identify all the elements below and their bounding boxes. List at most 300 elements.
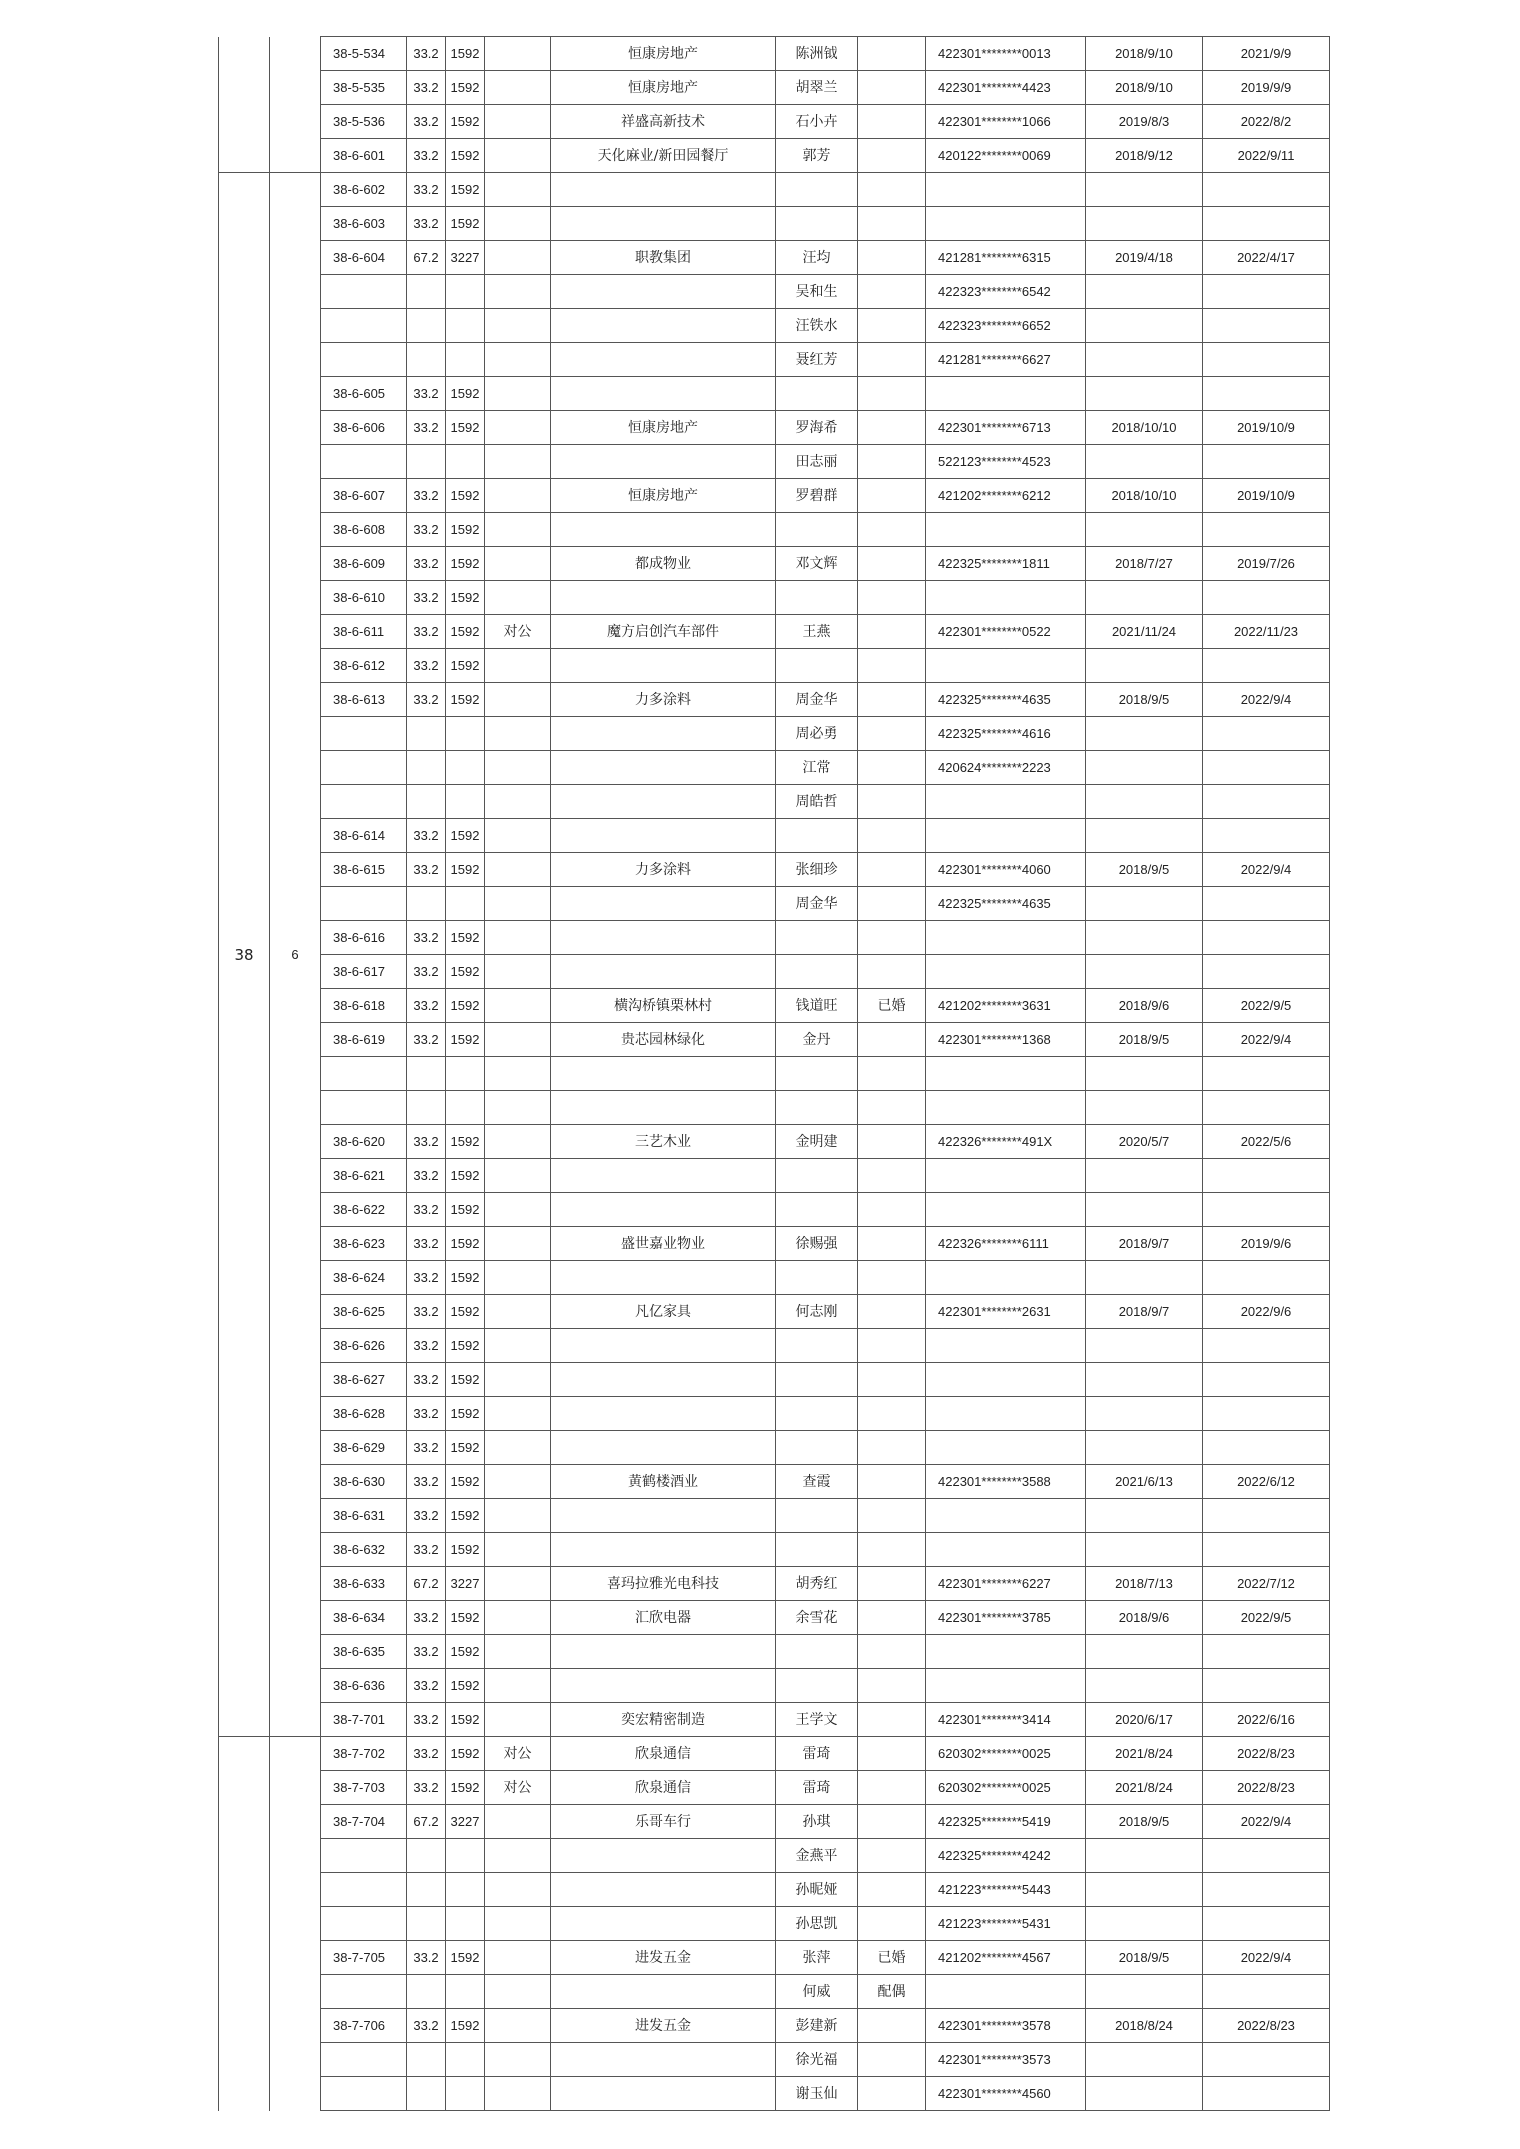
room-number-cell: 38-5-535	[321, 71, 407, 105]
company-cell: 贵芯园林绿化	[551, 1023, 776, 1057]
marital-status-cell	[858, 377, 926, 411]
room-number-cell: 38-7-702	[321, 1737, 407, 1771]
start-date-cell	[1086, 1975, 1203, 2009]
room-number-cell	[321, 309, 407, 343]
company-cell	[551, 1975, 776, 2009]
area-cell: 33.2	[407, 1941, 446, 1975]
tenant-name-cell: 周金华	[776, 683, 858, 717]
area-cell	[407, 2077, 446, 2111]
area-cell: 33.2	[407, 1737, 446, 1771]
company-cell: 三艺木业	[551, 1125, 776, 1159]
start-date-cell: 2018/7/27	[1086, 547, 1203, 581]
table-row	[219, 1601, 1330, 1635]
end-date-cell	[1203, 921, 1330, 955]
rent-cell: 1592	[446, 853, 485, 887]
room-number-cell: 38-6-607	[321, 479, 407, 513]
room-number-cell	[321, 785, 407, 819]
end-date-cell	[1203, 1431, 1330, 1465]
rent-cell	[446, 1839, 485, 1873]
table-row	[219, 309, 1330, 343]
end-date-cell: 2019/10/9	[1203, 411, 1330, 445]
company-cell: 力多涂料	[551, 853, 776, 887]
table-row	[219, 1805, 1330, 1839]
area-cell: 33.2	[407, 819, 446, 853]
id-number-cell: 422301********3414	[926, 1703, 1086, 1737]
area-cell: 33.2	[407, 207, 446, 241]
marital-status-cell	[858, 275, 926, 309]
company-cell	[551, 173, 776, 207]
room-number-cell: 38-6-630	[321, 1465, 407, 1499]
rent-cell: 1592	[446, 1261, 485, 1295]
table-row	[219, 1193, 1330, 1227]
area-cell	[407, 785, 446, 819]
payment-type-cell	[485, 2077, 551, 2111]
room-number-cell: 38-6-622	[321, 1193, 407, 1227]
area-cell: 33.2	[407, 581, 446, 615]
marital-status-cell	[858, 1295, 926, 1329]
id-number-cell	[926, 1397, 1086, 1431]
payment-type-cell	[485, 547, 551, 581]
id-number-cell: 422301********2631	[926, 1295, 1086, 1329]
marital-status-cell	[858, 1261, 926, 1295]
table-row	[219, 1839, 1330, 1873]
room-number-cell	[321, 717, 407, 751]
room-number-cell: 38-6-604	[321, 241, 407, 275]
tenant-name-cell: 查霞	[776, 1465, 858, 1499]
table-row	[219, 513, 1330, 547]
tenant-name-cell	[776, 581, 858, 615]
table-row	[219, 377, 1330, 411]
start-date-cell	[1086, 887, 1203, 921]
company-cell: 横沟桥镇栗林村	[551, 989, 776, 1023]
table-row	[219, 241, 1330, 275]
start-date-cell: 2018/9/5	[1086, 1941, 1203, 1975]
company-cell: 盛世嘉业物业	[551, 1227, 776, 1261]
rent-cell	[446, 309, 485, 343]
table-row	[219, 1057, 1330, 1091]
table-row	[219, 1261, 1330, 1295]
id-number-cell	[926, 1159, 1086, 1193]
end-date-cell	[1203, 1499, 1330, 1533]
table-row	[219, 1907, 1330, 1941]
area-cell: 33.2	[407, 1329, 446, 1363]
id-number-cell	[926, 955, 1086, 989]
start-date-cell: 2018/9/5	[1086, 1023, 1203, 1057]
company-cell: 进发五金	[551, 1941, 776, 1975]
room-number-cell: 38-6-616	[321, 921, 407, 955]
end-date-cell: 2022/9/11	[1203, 139, 1330, 173]
marital-status-cell	[858, 1601, 926, 1635]
id-number-cell: 422301********0522	[926, 615, 1086, 649]
marital-status-cell: 已婚	[858, 989, 926, 1023]
tenant-name-cell	[776, 1261, 858, 1295]
rent-cell	[446, 1873, 485, 1907]
end-date-cell	[1203, 1363, 1330, 1397]
id-number-cell: 422301********3588	[926, 1465, 1086, 1499]
company-cell: 恒康房地产	[551, 71, 776, 105]
payment-type-cell	[485, 1975, 551, 2009]
payment-type-cell	[485, 1873, 551, 1907]
company-cell	[551, 2077, 776, 2111]
end-date-cell: 2021/9/9	[1203, 37, 1330, 71]
company-cell: 恒康房地产	[551, 411, 776, 445]
marital-status-cell	[858, 1397, 926, 1431]
table-row	[219, 2043, 1330, 2077]
payment-type-cell	[485, 989, 551, 1023]
payment-type-cell	[485, 819, 551, 853]
area-cell: 33.2	[407, 1533, 446, 1567]
marital-status-cell	[858, 853, 926, 887]
table-row	[219, 649, 1330, 683]
start-date-cell: 2018/9/7	[1086, 1227, 1203, 1261]
company-cell	[551, 819, 776, 853]
marital-status-cell	[858, 173, 926, 207]
marital-status-cell	[858, 955, 926, 989]
room-number-cell: 38-6-618	[321, 989, 407, 1023]
area-cell: 33.2	[407, 1771, 446, 1805]
id-number-cell	[926, 1533, 1086, 1567]
id-number-cell: 422326********6111	[926, 1227, 1086, 1261]
tenant-name-cell: 陈洲钺	[776, 37, 858, 71]
tenant-name-cell: 王学文	[776, 1703, 858, 1737]
company-cell: 都成物业	[551, 547, 776, 581]
rent-cell: 1592	[446, 377, 485, 411]
area-cell	[407, 275, 446, 309]
payment-type-cell	[485, 887, 551, 921]
company-cell	[551, 1635, 776, 1669]
start-date-cell: 2018/9/5	[1086, 683, 1203, 717]
end-date-cell	[1203, 1159, 1330, 1193]
end-date-cell	[1203, 309, 1330, 343]
table-row	[219, 1329, 1330, 1363]
id-number-cell: 522123********4523	[926, 445, 1086, 479]
company-cell	[551, 955, 776, 989]
rent-cell	[446, 1907, 485, 1941]
id-number-cell: 422301********3578	[926, 2009, 1086, 2043]
start-date-cell	[1086, 921, 1203, 955]
payment-type-cell	[485, 1465, 551, 1499]
area-cell	[407, 717, 446, 751]
room-number-cell: 38-6-605	[321, 377, 407, 411]
marital-status-cell	[858, 1023, 926, 1057]
id-number-cell	[926, 1635, 1086, 1669]
start-date-cell	[1086, 513, 1203, 547]
company-cell	[551, 1839, 776, 1873]
area-cell: 33.2	[407, 377, 446, 411]
table-row	[219, 1397, 1330, 1431]
start-date-cell	[1086, 649, 1203, 683]
area-cell: 33.2	[407, 1499, 446, 1533]
end-date-cell	[1203, 581, 1330, 615]
start-date-cell: 2018/9/7	[1086, 1295, 1203, 1329]
rent-cell: 1592	[446, 479, 485, 513]
start-date-cell: 2018/9/12	[1086, 139, 1203, 173]
start-date-cell	[1086, 2043, 1203, 2077]
marital-status-cell	[858, 37, 926, 71]
building-number	[219, 1737, 270, 2111]
start-date-cell: 2018/10/10	[1086, 411, 1203, 445]
company-cell: 进发五金	[551, 2009, 776, 2043]
room-number-cell: 38-6-625	[321, 1295, 407, 1329]
start-date-cell	[1086, 1193, 1203, 1227]
company-cell	[551, 1431, 776, 1465]
end-date-cell	[1203, 445, 1330, 479]
start-date-cell	[1086, 2077, 1203, 2111]
marital-status-cell	[858, 2009, 926, 2043]
end-date-cell: 2022/9/4	[1203, 1805, 1330, 1839]
marital-status-cell	[858, 105, 926, 139]
table-row	[219, 343, 1330, 377]
payment-type-cell	[485, 921, 551, 955]
company-cell: 喜玛拉雅光电科技	[551, 1567, 776, 1601]
end-date-cell: 2022/9/4	[1203, 683, 1330, 717]
start-date-cell	[1086, 1635, 1203, 1669]
company-cell	[551, 207, 776, 241]
room-number-cell	[321, 2077, 407, 2111]
rent-cell: 1592	[446, 683, 485, 717]
start-date-cell	[1086, 1057, 1203, 1091]
id-number-cell	[926, 921, 1086, 955]
rent-cell: 1592	[446, 1635, 485, 1669]
area-cell: 33.2	[407, 853, 446, 887]
marital-status-cell	[858, 1125, 926, 1159]
id-number-cell: 422301********6713	[926, 411, 1086, 445]
marital-status-cell	[858, 445, 926, 479]
area-cell	[407, 1057, 446, 1091]
rent-cell: 1592	[446, 581, 485, 615]
id-number-cell: 422301********4060	[926, 853, 1086, 887]
marital-status-cell	[858, 1567, 926, 1601]
rent-cell: 1592	[446, 37, 485, 71]
room-number-cell: 38-6-613	[321, 683, 407, 717]
start-date-cell: 2018/9/5	[1086, 853, 1203, 887]
table-row	[219, 1465, 1330, 1499]
tenant-name-cell: 孙琪	[776, 1805, 858, 1839]
start-date-cell	[1086, 1091, 1203, 1125]
payment-type-cell: 对公	[485, 1737, 551, 1771]
rent-cell: 1592	[446, 1499, 485, 1533]
end-date-cell	[1203, 1669, 1330, 1703]
room-number-cell: 38-6-608	[321, 513, 407, 547]
area-cell	[407, 309, 446, 343]
tenant-name-cell	[776, 1669, 858, 1703]
area-cell: 67.2	[407, 241, 446, 275]
company-cell: 欣泉通信	[551, 1771, 776, 1805]
table-row	[219, 955, 1330, 989]
area-cell: 33.2	[407, 139, 446, 173]
end-date-cell: 2019/9/9	[1203, 71, 1330, 105]
tenant-name-cell	[776, 1329, 858, 1363]
marital-status-cell	[858, 1465, 926, 1499]
rent-cell: 1592	[446, 547, 485, 581]
start-date-cell: 2019/8/3	[1086, 105, 1203, 139]
table-row	[219, 139, 1330, 173]
rent-cell: 1592	[446, 1601, 485, 1635]
table-row	[219, 1567, 1330, 1601]
table-row	[219, 71, 1330, 105]
area-cell: 33.2	[407, 547, 446, 581]
company-cell	[551, 1261, 776, 1295]
table-row	[219, 683, 1330, 717]
marital-status-cell	[858, 479, 926, 513]
table-row	[219, 547, 1330, 581]
rent-cell: 1592	[446, 1329, 485, 1363]
id-number-cell: 422325********4242	[926, 1839, 1086, 1873]
marital-status-cell	[858, 1771, 926, 1805]
area-cell	[407, 2043, 446, 2077]
start-date-cell: 2018/10/10	[1086, 479, 1203, 513]
end-date-cell	[1203, 955, 1330, 989]
start-date-cell	[1086, 1159, 1203, 1193]
company-cell: 乐哥车行	[551, 1805, 776, 1839]
room-number-cell: 38-6-612	[321, 649, 407, 683]
company-cell	[551, 445, 776, 479]
marital-status-cell	[858, 921, 926, 955]
table-row	[219, 105, 1330, 139]
end-date-cell	[1203, 1635, 1330, 1669]
room-number-cell: 38-7-706	[321, 2009, 407, 2043]
rent-cell: 1592	[446, 2009, 485, 2043]
area-cell: 33.2	[407, 105, 446, 139]
company-cell: 恒康房地产	[551, 37, 776, 71]
marital-status-cell	[858, 1499, 926, 1533]
table-row	[219, 37, 1330, 71]
tenant-name-cell: 钱道旺	[776, 989, 858, 1023]
company-cell: 黄鹤楼酒业	[551, 1465, 776, 1499]
tenant-name-cell	[776, 1499, 858, 1533]
room-number-cell	[321, 275, 407, 309]
tenant-name-cell	[776, 649, 858, 683]
tenant-name-cell	[776, 955, 858, 989]
id-number-cell: 422301********1066	[926, 105, 1086, 139]
tenant-name-cell: 雷琦	[776, 1737, 858, 1771]
rent-cell: 1592	[446, 1023, 485, 1057]
marital-status-cell	[858, 309, 926, 343]
rent-cell	[446, 751, 485, 785]
payment-type-cell	[485, 1159, 551, 1193]
company-cell	[551, 1533, 776, 1567]
id-number-cell	[926, 1329, 1086, 1363]
room-number-cell	[321, 1091, 407, 1125]
payment-type-cell	[485, 2009, 551, 2043]
tenant-name-cell	[776, 819, 858, 853]
marital-status-cell	[858, 1703, 926, 1737]
marital-status-cell	[858, 1669, 926, 1703]
room-number-cell	[321, 343, 407, 377]
company-cell	[551, 1397, 776, 1431]
company-cell: 天化麻业/新田园餐厅	[551, 139, 776, 173]
area-cell: 33.2	[407, 1159, 446, 1193]
marital-status-cell	[858, 1533, 926, 1567]
area-cell: 33.2	[407, 1363, 446, 1397]
id-number-cell	[926, 173, 1086, 207]
table-row	[219, 1669, 1330, 1703]
marital-status-cell	[858, 1431, 926, 1465]
id-number-cell: 422325********1811	[926, 547, 1086, 581]
company-cell	[551, 1499, 776, 1533]
start-date-cell	[1086, 955, 1203, 989]
tenant-name-cell	[776, 1091, 858, 1125]
rent-cell	[446, 887, 485, 921]
tenant-name-cell	[776, 1057, 858, 1091]
end-date-cell: 2019/7/26	[1203, 547, 1330, 581]
start-date-cell: 2018/8/24	[1086, 2009, 1203, 2043]
end-date-cell: 2022/9/4	[1203, 1941, 1330, 1975]
rent-cell	[446, 1975, 485, 2009]
start-date-cell	[1086, 751, 1203, 785]
end-date-cell	[1203, 207, 1330, 241]
company-cell	[551, 1329, 776, 1363]
marital-status-cell	[858, 241, 926, 275]
tenant-name-cell: 吴和生	[776, 275, 858, 309]
marital-status-cell	[858, 1329, 926, 1363]
rent-cell: 1592	[446, 1737, 485, 1771]
start-date-cell: 2021/6/13	[1086, 1465, 1203, 1499]
payment-type-cell	[485, 241, 551, 275]
end-date-cell: 2019/10/9	[1203, 479, 1330, 513]
rent-cell	[446, 1057, 485, 1091]
start-date-cell	[1086, 1873, 1203, 1907]
id-number-cell: 420624********2223	[926, 751, 1086, 785]
room-number-cell: 38-6-626	[321, 1329, 407, 1363]
company-cell	[551, 1363, 776, 1397]
area-cell: 33.2	[407, 1125, 446, 1159]
company-cell	[551, 649, 776, 683]
area-cell	[407, 1975, 446, 2009]
id-number-cell	[926, 785, 1086, 819]
area-cell: 33.2	[407, 615, 446, 649]
payment-type-cell	[485, 1363, 551, 1397]
end-date-cell: 2022/7/12	[1203, 1567, 1330, 1601]
payment-type-cell	[485, 309, 551, 343]
tenant-name-cell	[776, 921, 858, 955]
tenant-name-cell	[776, 1635, 858, 1669]
payment-type-cell	[485, 139, 551, 173]
tenant-name-cell: 徐赐强	[776, 1227, 858, 1261]
start-date-cell	[1086, 377, 1203, 411]
company-cell	[551, 581, 776, 615]
company-cell: 奕宏精密制造	[551, 1703, 776, 1737]
area-cell: 33.2	[407, 1227, 446, 1261]
start-date-cell	[1086, 1907, 1203, 1941]
rent-cell	[446, 785, 485, 819]
id-number-cell: 422301********3573	[926, 2043, 1086, 2077]
tenant-name-cell	[776, 1397, 858, 1431]
start-date-cell	[1086, 1363, 1203, 1397]
company-cell	[551, 1159, 776, 1193]
rent-cell: 3227	[446, 1805, 485, 1839]
payment-type-cell	[485, 1091, 551, 1125]
payment-type-cell	[485, 1397, 551, 1431]
marital-status-cell	[858, 1635, 926, 1669]
tenant-name-cell: 汪铁水	[776, 309, 858, 343]
area-cell: 33.2	[407, 649, 446, 683]
room-number-cell: 38-6-628	[321, 1397, 407, 1431]
tenant-name-cell	[776, 207, 858, 241]
start-date-cell	[1086, 1533, 1203, 1567]
payment-type-cell	[485, 1669, 551, 1703]
table-row	[219, 173, 1330, 207]
start-date-cell: 2018/9/6	[1086, 1601, 1203, 1635]
end-date-cell: 2022/8/2	[1203, 105, 1330, 139]
area-cell: 33.2	[407, 1261, 446, 1295]
id-number-cell	[926, 1091, 1086, 1125]
room-number-cell: 38-6-606	[321, 411, 407, 445]
table-row	[219, 581, 1330, 615]
area-cell	[407, 751, 446, 785]
room-number-cell	[321, 1975, 407, 2009]
start-date-cell: 2020/6/17	[1086, 1703, 1203, 1737]
